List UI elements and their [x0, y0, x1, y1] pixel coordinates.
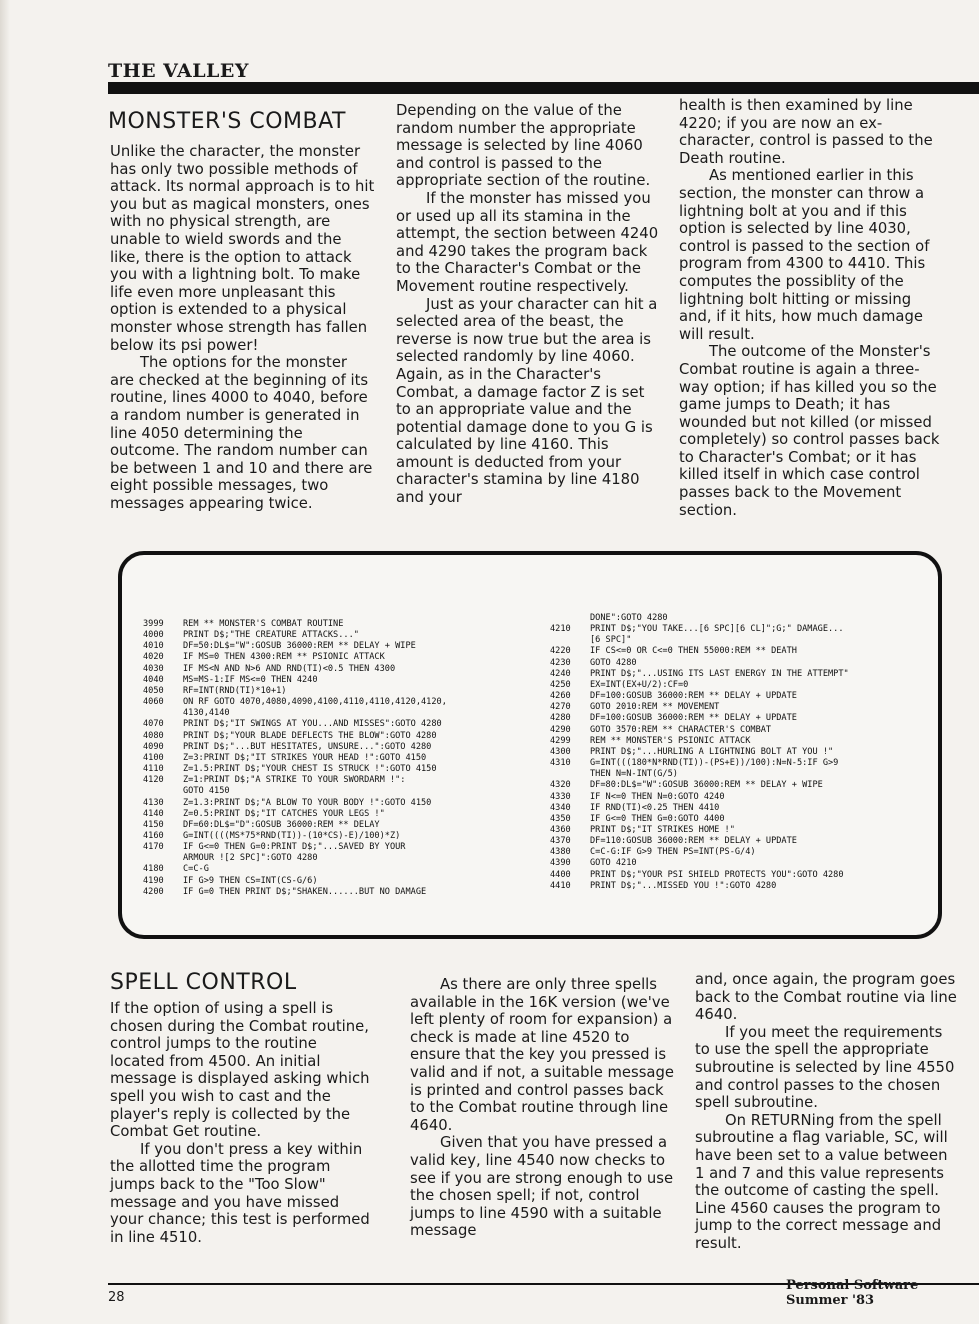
line-number: 4230 [550, 657, 571, 668]
paragraph: If you don't press a key within the allotted time the program jumps back to the "Too Slow" message and you have missed your chance; this test is performed in line 4510. [110, 1140, 370, 1246]
line-number: 4050 [143, 685, 164, 696]
code-line [550, 713, 926, 724]
paragraph: Depending on the value of the random number the appropriate message is selected by line 4060 and control is passed to the appropriate section of the routine. [396, 102, 651, 190]
code-text: G=INT((((MS*75*RND(TI))-(10*CS)-E)/100)*Z) [183, 830, 401, 841]
line-number: 4250 [550, 679, 571, 690]
code-text: PRINT D$;"IT SWINGS AT YOU...AND MISSES":GOTO 4280 [183, 719, 442, 730]
code-text: PRINT D$;"YOUR PSI SHIELD PROTECTS YOU":GOTO 4280 [590, 869, 844, 880]
monster-combat-heading: MONSTER'S COMBAT [108, 109, 346, 134]
paragraph: health is then examined by line 4220; if you are now an ex-character, control is passed to the Death routine. [679, 97, 933, 167]
line-number: 4180 [143, 864, 164, 875]
code-line [550, 858, 926, 869]
code-text: 4130,4140 [183, 708, 230, 719]
code-text: GOTO 4210 [590, 858, 637, 869]
line-number: 4260 [550, 691, 571, 702]
code-line [550, 881, 926, 892]
code-line [550, 635, 926, 646]
line-number: 4370 [550, 836, 571, 847]
line-number [143, 853, 183, 864]
code-text: IF G<=0 THEN G=0:PRINT D$;"...SAVED BY YOUR [183, 842, 406, 853]
line-number [143, 786, 183, 797]
paragraph: As there are only three spells available in the 16K version (we've left plenty of room for expansion) a check is made at line 4520 to ensure that the key you pressed is valid and if not, a suitable message is printed and control passes back to the Combat routine through line 4640. [410, 976, 674, 1134]
code-text: RF=INT(RND(TI)*10+1) [183, 685, 287, 696]
line-number [550, 769, 590, 780]
line-number: 4220 [550, 646, 571, 657]
code-line [550, 747, 926, 758]
code-text: PRINT D$;"...BUT HESITATES, UNSURE...":GOTO 4280 [183, 741, 432, 752]
line-number: 4030 [143, 663, 164, 674]
code-line [143, 887, 538, 898]
code-text: ON RF GOTO 4070,4080,4090,4100,4110,4110,4120,4120, [183, 697, 447, 708]
code-text: Z=1.3:PRINT D$;"A BLOW TO YOUR BODY !":GOTO 4150 [183, 797, 432, 808]
line-number [550, 635, 590, 646]
line-number: 4300 [550, 746, 571, 757]
line-number: 4270 [550, 702, 571, 713]
code-line [550, 680, 926, 691]
line-number: 4350 [550, 813, 571, 824]
code-line [550, 624, 926, 635]
code-line [550, 780, 926, 791]
line-number: 4190 [143, 875, 164, 886]
code-text: Z=3:PRINT D$;"IT STRIKES YOUR HEAD !":GOTO 4150 [183, 752, 427, 763]
code-line [550, 825, 926, 836]
code-text: GOTO 3570:REM ** CHARACTER'S COMBAT [590, 724, 772, 735]
code-text: GOTO 2010:REM ** MOVEMENT [590, 702, 720, 713]
code-text: DF=100:GOSUB 36000:REM ** DELAY + UPDATE [590, 691, 797, 702]
line-number: 4140 [143, 808, 164, 819]
code-text: PRINT D$;"THE CREATURE ATTACKS..." [183, 630, 359, 641]
code-text: DONE":GOTO 4280 [590, 613, 668, 623]
code-text: [6 SPC]" [590, 635, 632, 646]
line-number: 4330 [550, 791, 571, 802]
line-number: 4060 [143, 697, 164, 708]
code-line [550, 792, 926, 803]
code-text: PRINT D$;"IT STRIKES HOME !" [590, 824, 735, 835]
code-line [143, 652, 538, 663]
line-number: 4070 [143, 719, 164, 730]
line-number: 4020 [143, 652, 164, 663]
code-text: REM ** MONSTER'S COMBAT ROUTINE [183, 619, 344, 629]
line-number: 4040 [143, 674, 164, 685]
code-line [550, 702, 926, 713]
code-line [550, 691, 926, 702]
page-spine-shadow [0, 0, 10, 1324]
line-number: 4110 [143, 764, 164, 775]
line-number: 4130 [143, 797, 164, 808]
line-number: 4000 [143, 630, 164, 641]
code-text: PRINT D$;"...MISSED YOU !":GOTO 4280 [590, 880, 777, 891]
paragraph: As mentioned earlier in this section, the monster can throw a lightning bolt at you and if this option is selected by line 4030, control is passed to the section of program from 4300 to 4410. This computes the possiblity of the lightning bolt hitting or missing and, if it hits, how much damage will result. [679, 167, 930, 343]
code-line [143, 731, 538, 742]
paragraph: Just as your character can hit a selected area of the beast, the reverse is now true but the area is selected randomly by line 4060. Again, as in the Character's Combat, a damage factor Z is set to an appropriate value and the potential damage done to you G is calculated by line 4160. This amount is deducted from your character's stamina by line 4180 and your [396, 295, 658, 507]
code-text: THEN N=N-INT(G/5) [590, 769, 678, 780]
line-number: 4360 [550, 824, 571, 835]
code-text: Z=0.5:PRINT D$;"IT CATCHES YOUR LEGS !" [183, 808, 385, 819]
paragraph: The options for the monster are checked at the beginning of its routine, lines 4000 to 4040, before a random number is generated in line 4050 determining the outcome. The random number can be between 1 and 10 and there are eight possible messages, two messages appearing twice. [110, 354, 373, 512]
code-text: Z=1:PRINT D$;"A STRIKE TO YOUR SWORDARM !": [183, 775, 406, 786]
line-number: 4210 [550, 624, 571, 635]
code-line [550, 870, 926, 881]
code-text: IF G=0 THEN PRINT D$;"SHAKEN......BUT NO DAMAGE [183, 886, 427, 897]
code-line [143, 775, 538, 786]
code-line [143, 864, 538, 875]
spell-control-column-1 [110, 1000, 375, 1246]
code-line [550, 758, 926, 769]
code-text: PRINT D$;"...HURLING A LIGHTNING BOLT AT YOU !" [590, 746, 834, 757]
code-line [143, 686, 538, 697]
section-header: THE VALLEY [108, 60, 249, 82]
line-number: 4150 [143, 819, 164, 830]
code-text: IF N<=0 THEN N=0:GOTO 4240 [590, 791, 725, 802]
code-text: DF=110:GOSUB 36000:REM ** DELAY + UPDATE [590, 836, 797, 847]
code-line [550, 847, 926, 858]
line-number: 4170 [143, 842, 164, 853]
code-text: MS=MS-1:IF MS<=0 THEN 4240 [183, 674, 318, 685]
code-line [143, 831, 538, 842]
code-text: EX=INT(EX+U/2):CF=0 [590, 679, 689, 690]
code-text: DF=50:DL$="W":GOSUB 36000:REM ** DELAY + WIPE [183, 641, 416, 652]
code-text: IF CS<=0 OR C<=0 THEN 55000:REM ** DEATH [590, 646, 797, 657]
code-line [550, 736, 926, 747]
code-line [143, 641, 538, 652]
code-line [143, 697, 538, 708]
paragraph: The outcome of the Monster's Combat routine is again a three-way option; if has killed you so the game jumps to Death; it has wounded but not killed (or missed completely) so control passes back to Character's Combat; or it has killed itself in which case control passes back to the Movement section. [679, 343, 940, 519]
paragraph: If the option of using a spell is chosen during the Combat routine, control jumps to the routine located from 4500. An initial message is displayed asking which spell you wish to cast and the player's reply is collected by the Combat Get routine. [110, 1000, 370, 1141]
paragraph: Given that you have pressed a valid key, line 4540 now checks to see if you are strong enough to use the chosen spell; if not, control jumps to line 4590 with a suitable message [410, 1134, 674, 1240]
line-number: 3999 [143, 619, 164, 629]
line-number: 4400 [550, 869, 571, 880]
paragraph: and, once again, the program goes back to the Combat routine via line 4640. [695, 971, 957, 1024]
code-text: IF RND(TI)<0.25 THEN 4410 [590, 802, 720, 813]
paragraph: Unlike the character, the monster has only two possible methods of attack. Its normal approach is to hit you but as magical monsters, ones with no physical strength, are unable to wield swords and the like, there is the option to attack you with a lightning bolt. To make life even more unpleasant this option is extended to a physical monster whose strength has fallen below its psi power! [110, 143, 375, 354]
program-listing-right [550, 613, 926, 892]
code-line [550, 803, 926, 814]
spell-control-column-3 [695, 971, 957, 1253]
code-text: C=C-G [183, 864, 209, 875]
line-number: 4380 [550, 847, 571, 858]
line-number: 4290 [550, 724, 571, 735]
code-text: G=INT(((180*N*RND(TI))-(PS+E))/100):N=N-5:IF G>9 [590, 758, 839, 769]
code-line [143, 798, 538, 809]
spell-control-column-2 [410, 976, 675, 1240]
line-number: 4200 [143, 886, 164, 897]
line-number: 4410 [550, 880, 571, 891]
line-number [143, 708, 183, 719]
monster-combat-column-3 [679, 97, 947, 519]
program-listing-left [143, 619, 538, 898]
code-text: GOTO 4150 [183, 786, 230, 797]
code-line [550, 669, 926, 680]
code-line [550, 814, 926, 825]
code-line [143, 876, 538, 887]
code-line [143, 742, 538, 753]
code-line [143, 664, 538, 675]
monster-combat-column-1 [110, 143, 375, 512]
line-number: 4160 [143, 830, 164, 841]
page-number: 28 [108, 1290, 125, 1305]
code-line [550, 725, 926, 736]
code-line [143, 630, 538, 641]
paragraph: If the monster has missed you or used up all its stamina in the attempt, the section between 4240 and 4290 takes the program back to the Character's Combat or the Movement routine respectively. [396, 189, 659, 295]
code-text: IF G<=0 THEN G=0:GOTO 4400 [590, 813, 725, 824]
code-line [143, 619, 538, 630]
code-line [550, 769, 926, 780]
code-text: Z=1.5:PRINT D$;"YOUR CHEST IS STRUCK !":GOTO 4150 [183, 764, 437, 775]
line-number: 4120 [143, 775, 164, 786]
line-number: 4390 [550, 858, 571, 869]
code-line [143, 764, 538, 775]
spell-control-heading: SPELL CONTROL [110, 970, 297, 995]
header-rule [108, 82, 979, 94]
code-text: IF MS<N AND N>6 AND RND(TI)<0.5 THEN 4300 [183, 663, 396, 674]
line-number: 4280 [550, 713, 571, 724]
code-text: IF G>9 THEN CS=INT(CS-G/6) [183, 875, 318, 886]
monster-combat-column-2 [396, 102, 661, 507]
line-number: 4340 [550, 802, 571, 813]
paragraph: If you meet the requirements to use the spell the appropriate subroutine is selected by line 4550 and control passes to the chosen spell subroutine. [695, 1023, 955, 1112]
code-line [550, 613, 926, 624]
code-text: DF=100:GOSUB 36000:REM ** DELAY + UPDATE [590, 713, 797, 724]
code-text: DF=60:DL$="D":GOSUB 36000:REM ** DELAY [183, 819, 380, 830]
paragraph: On RETURNing from the spell subroutine a flag variable, SC, will have been set to a value between 1 and 7 and this value represents the outcome of casting the spell. Line 4560 causes the program to jump to the correct message and result. [695, 1111, 948, 1252]
line-number: 4080 [143, 730, 164, 741]
line-number: 4299 [550, 735, 571, 746]
line-number: 4320 [550, 780, 571, 791]
code-line [550, 836, 926, 847]
code-text: PRINT D$;"YOUR BLADE DEFLECTS THE BLOW":GOTO 4280 [183, 730, 437, 741]
code-text: REM ** MONSTER'S PSIONIC ATTACK [590, 735, 751, 746]
line-number: 4240 [550, 668, 571, 679]
code-line [143, 809, 538, 820]
line-number: 4090 [143, 741, 164, 752]
code-line [143, 820, 538, 831]
code-line [143, 675, 538, 686]
code-line [143, 708, 538, 719]
code-text: ARMOUR ![2 SPC]":GOTO 4280 [183, 853, 318, 864]
code-text: PRINT D$;"...USING ITS LAST ENERGY IN THE ATTEMPT" [590, 668, 849, 679]
line-number: 4310 [550, 758, 571, 769]
code-line [550, 646, 926, 657]
line-number [550, 613, 590, 624]
code-text: DF=80:DL$="W":GOSUB 36000:REM ** DELAY + WIPE [590, 780, 823, 791]
magazine-issue: Personal Software Summer '83 [786, 1278, 919, 1308]
code-line [143, 853, 538, 864]
code-line [143, 719, 538, 730]
line-number: 4010 [143, 641, 164, 652]
code-text: PRINT D$;"YOU TAKE...[6 SPC][6 CL]";G;" DAMAGE... [590, 624, 844, 635]
line-number: 4100 [143, 752, 164, 763]
code-line [143, 786, 538, 797]
code-line [143, 842, 538, 853]
code-text: IF MS=0 THEN 4300:REM ** PSIONIC ATTACK [183, 652, 385, 663]
code-line [143, 753, 538, 764]
code-text: GOTO 4280 [590, 657, 637, 668]
code-line [550, 658, 926, 669]
code-text: C=C-G:IF G>9 THEN PS=INT(PS-G/4) [590, 847, 756, 858]
